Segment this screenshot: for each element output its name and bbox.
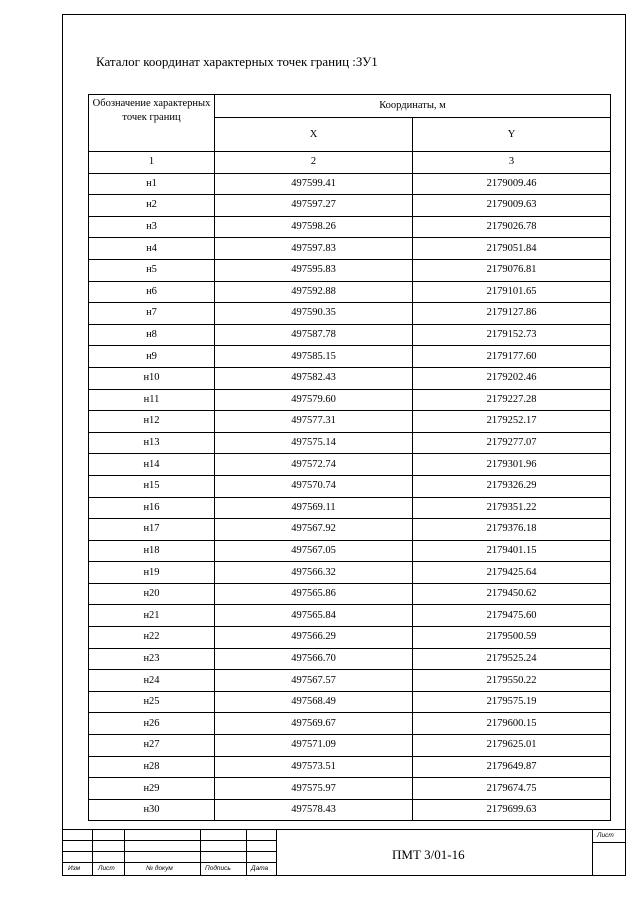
cell-x: 497577.31: [215, 411, 413, 433]
document-title: Каталог координат характерных точек границ :ЗУ1: [96, 54, 378, 69]
table-row: [89, 411, 611, 433]
cell-x: 497572.74: [215, 454, 413, 476]
table-row: [89, 648, 611, 670]
stamp-label-sheet: Лист: [98, 865, 115, 872]
table-row: [89, 324, 611, 346]
cell-y: 2179401.15: [413, 540, 611, 562]
table-row: [89, 778, 611, 800]
cell-x: 497595.83: [215, 259, 413, 281]
table-row: [89, 735, 611, 757]
column-number: 2: [215, 152, 413, 174]
cell-point: н23: [89, 648, 215, 670]
cell-point: н16: [89, 497, 215, 519]
cell-y: 2179326.29: [413, 475, 611, 497]
cell-x: 497567.57: [215, 670, 413, 692]
cell-y: 2179550.22: [413, 670, 611, 692]
cell-x: 497567.92: [215, 519, 413, 541]
cell-y: 2179252.17: [413, 411, 611, 433]
cell-y: 2179076.81: [413, 259, 611, 281]
cell-y: 2179026.78: [413, 216, 611, 238]
stamp-sheet-label: Лист: [597, 832, 614, 839]
cell-point: н1: [89, 173, 215, 195]
coordinates-table: [88, 94, 611, 821]
cell-point: н18: [89, 540, 215, 562]
cell-y: 2179699.63: [413, 799, 611, 821]
cell-x: 497566.32: [215, 562, 413, 584]
cell-point: н24: [89, 670, 215, 692]
cell-x: 497598.26: [215, 216, 413, 238]
cell-y: 2179227.28: [413, 389, 611, 411]
cell-point: н25: [89, 691, 215, 713]
table-row: [89, 303, 611, 325]
stamp-label-revision: Изм: [68, 865, 81, 872]
cell-x: 497582.43: [215, 367, 413, 389]
table-row: [89, 540, 611, 562]
cell-x: 497569.67: [215, 713, 413, 735]
cell-point: н22: [89, 627, 215, 649]
cell-point: н17: [89, 519, 215, 541]
cell-y: 2179600.15: [413, 713, 611, 735]
cell-point: н30: [89, 799, 215, 821]
table-header-row: [89, 95, 611, 118]
table-row: [89, 367, 611, 389]
cell-point: н19: [89, 562, 215, 584]
cell-point: н3: [89, 216, 215, 238]
column-number: 1: [89, 152, 215, 174]
cell-y: 2179425.64: [413, 562, 611, 584]
cell-point: н5: [89, 259, 215, 281]
cell-point: н27: [89, 735, 215, 757]
cell-y: 2179101.65: [413, 281, 611, 303]
cell-point: н2: [89, 195, 215, 217]
column-numbers-row: [89, 152, 611, 174]
table-row: [89, 583, 611, 605]
cell-point: н20: [89, 583, 215, 605]
cell-x: 497575.14: [215, 432, 413, 454]
table-row: [89, 799, 611, 821]
cell-point: н12: [89, 411, 215, 433]
table-row: [89, 691, 611, 713]
cell-point: н10: [89, 367, 215, 389]
header-point-label: Обозначение характерных точек границ: [89, 95, 215, 152]
cell-y: 2179351.22: [413, 497, 611, 519]
document-code: ПМТ 3/01-16: [392, 847, 465, 862]
cell-point: н9: [89, 346, 215, 368]
cell-point: н14: [89, 454, 215, 476]
cell-x: 497592.88: [215, 281, 413, 303]
cell-x: 497575.97: [215, 778, 413, 800]
table-row: [89, 389, 611, 411]
cell-x: 497597.27: [215, 195, 413, 217]
cell-x: 497587.78: [215, 324, 413, 346]
stamp-label-date: Дата: [251, 865, 269, 872]
cell-y: 2179277.07: [413, 432, 611, 454]
cell-point: н11: [89, 389, 215, 411]
table-row: [89, 195, 611, 217]
table-row: [89, 281, 611, 303]
cell-y: 2179649.87: [413, 756, 611, 778]
cell-x: 497569.11: [215, 497, 413, 519]
table-row: [89, 497, 611, 519]
cell-y: 2179301.96: [413, 454, 611, 476]
cell-y: 2179152.73: [413, 324, 611, 346]
table-row: [89, 670, 611, 692]
header-y: Y: [413, 118, 611, 152]
cell-point: н8: [89, 324, 215, 346]
cell-x: 497568.49: [215, 691, 413, 713]
table-row: [89, 713, 611, 735]
table-row: [89, 259, 611, 281]
cell-y: 2179500.59: [413, 627, 611, 649]
cell-y: 2179475.60: [413, 605, 611, 627]
cell-x: 497571.09: [215, 735, 413, 757]
cell-y: 2179177.60: [413, 346, 611, 368]
header-x: X: [215, 118, 413, 152]
cell-x: 497570.74: [215, 475, 413, 497]
cell-x: 497599.41: [215, 173, 413, 195]
cell-point: н29: [89, 778, 215, 800]
cell-y: 2179674.75: [413, 778, 611, 800]
cell-x: 497565.86: [215, 583, 413, 605]
table-row: [89, 432, 611, 454]
column-number: 3: [413, 152, 611, 174]
cell-x: 497567.05: [215, 540, 413, 562]
cell-point: н15: [89, 475, 215, 497]
cell-x: 497566.29: [215, 627, 413, 649]
title-block: [62, 829, 626, 876]
cell-point: н13: [89, 432, 215, 454]
table-row: [89, 454, 611, 476]
cell-point: н4: [89, 238, 215, 260]
table-row: [89, 346, 611, 368]
stamp-label-signature: Подпись: [205, 865, 231, 872]
cell-point: н21: [89, 605, 215, 627]
cell-x: 497565.84: [215, 605, 413, 627]
table-row: [89, 519, 611, 541]
header-coordinates: Координаты, м: [215, 95, 611, 118]
table-row: [89, 475, 611, 497]
cell-x: 497573.51: [215, 756, 413, 778]
cell-point: н26: [89, 713, 215, 735]
cell-y: 2179376.18: [413, 519, 611, 541]
cell-point: н7: [89, 303, 215, 325]
table-row: [89, 756, 611, 778]
cell-x: 497597.83: [215, 238, 413, 260]
cell-y: 2179051.84: [413, 238, 611, 260]
cell-y: 2179009.46: [413, 173, 611, 195]
cell-y: 2179525.24: [413, 648, 611, 670]
cell-x: 497585.15: [215, 346, 413, 368]
cell-x: 497566.70: [215, 648, 413, 670]
cell-y: 2179450.62: [413, 583, 611, 605]
cell-point: н6: [89, 281, 215, 303]
stamp-label-document: № докум: [146, 865, 173, 872]
table-row: [89, 562, 611, 584]
table-row: [89, 605, 611, 627]
table-row: [89, 238, 611, 260]
cell-y: 2179575.19: [413, 691, 611, 713]
table-row: [89, 627, 611, 649]
cell-x: 497578.43: [215, 799, 413, 821]
table-row: [89, 173, 611, 195]
cell-y: 2179009.63: [413, 195, 611, 217]
cell-x: 497590.35: [215, 303, 413, 325]
cell-y: 2179202.46: [413, 367, 611, 389]
cell-y: 2179625.01: [413, 735, 611, 757]
cell-x: 497579.60: [215, 389, 413, 411]
cell-y: 2179127.86: [413, 303, 611, 325]
cell-point: н28: [89, 756, 215, 778]
table-row: [89, 216, 611, 238]
